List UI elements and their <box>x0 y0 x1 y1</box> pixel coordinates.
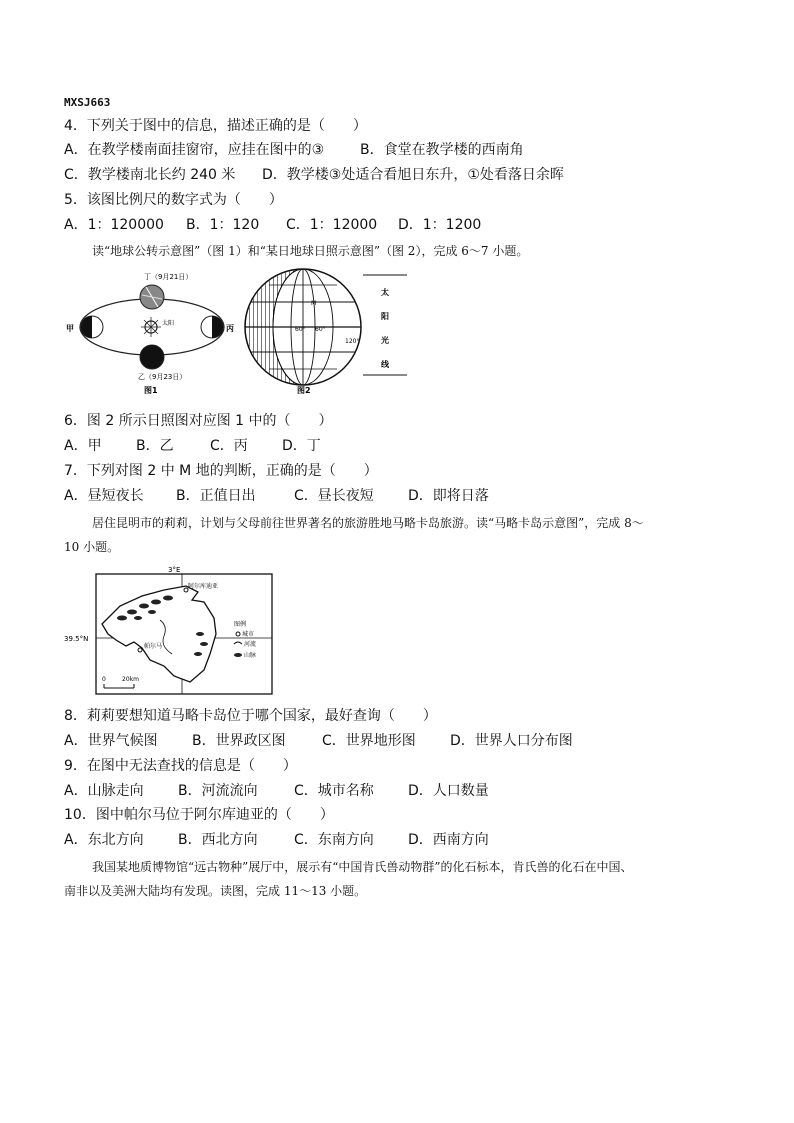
question-6-option-d: D．丁 <box>282 438 321 454</box>
legend-title: 图例 <box>234 621 247 628</box>
question-9-option-b: B．河流流向 <box>178 783 258 799</box>
question-6-stem: 6．图 2 所示日照图对应图 1 中的（ ） <box>64 413 333 429</box>
question-5-option-b: B．1：120 <box>186 217 260 233</box>
question-5-option-d: D．1：1200 <box>398 217 482 233</box>
figure-2-illumination <box>241 267 409 397</box>
legend-river-label: 河流 <box>244 641 257 648</box>
question-4-option-d: D．教学楼③处适合看旭日东升，①处看落日余晖 <box>262 167 564 183</box>
intro-questions-11-13-line1: 我国某地质博物馆“远古物种”展厅中，展示有“中国肯氏兽动物群”的化石标本，肯氏兽的化石在中国、 <box>92 860 633 874</box>
intro-questions-8-10-line2: 10 小题。 <box>64 540 120 554</box>
earth-ding-label: 丁（9月21日） <box>144 273 193 281</box>
question-10-options <box>64 831 489 849</box>
figure-1-earth-revolution <box>62 267 238 397</box>
question-7-options <box>64 487 489 505</box>
earth-ding-icon <box>140 285 164 309</box>
earth-bing-label: 丙 <box>226 324 234 333</box>
question-5-options <box>64 216 482 234</box>
sun-label: 太阳 <box>162 320 175 327</box>
question-7-option-c: C．昼长夜短 <box>294 488 374 504</box>
question-8-options <box>64 732 573 750</box>
question-10-option-a: A．东北方向 <box>64 832 144 848</box>
question-5-stem: 5．该图比例尺的数字式为（ ） <box>64 192 283 208</box>
longitude-label: 3°E <box>168 566 181 574</box>
question-4-options-row1 <box>64 141 524 159</box>
question-6-option-a: A．甲 <box>64 438 102 454</box>
question-10-option-d: D．西南方向 <box>408 832 489 848</box>
question-8-option-d: D．世界人口分布图 <box>450 733 573 749</box>
question-10-option-b: B．西北方向 <box>178 832 258 848</box>
sunlight-char-4: 线 <box>381 360 389 369</box>
question-4-stem: 4．下列关于图中的信息，描述正确的是（ ） <box>64 118 367 134</box>
point-m-label: M <box>311 300 317 307</box>
question-10-option-c: C．东南方向 <box>294 832 374 848</box>
question-6-options <box>64 437 321 455</box>
question-7-option-b: B．正值日出 <box>176 488 256 504</box>
question-6-option-c: C．丙 <box>210 438 248 454</box>
question-6-option-b: B．乙 <box>136 438 174 454</box>
sunlight-char-1: 太 <box>381 288 389 297</box>
lon-label: 120° <box>345 338 360 345</box>
earth-bing-icon <box>201 316 223 338</box>
city-palma-marker <box>138 648 142 652</box>
earth-yi-label: 乙（9月23日） <box>138 373 187 381</box>
question-7-option-a: A．昼短夜长 <box>64 488 144 504</box>
question-10-stem: 10．图中帕尔马位于阿尔库迪亚的（ ） <box>64 807 334 823</box>
question-4-options-row2 <box>64 166 564 184</box>
earth-jia-icon <box>81 316 103 338</box>
mallorca-map <box>64 562 274 698</box>
question-9-options <box>64 782 489 800</box>
scale-zero-label: 0 <box>102 676 106 683</box>
question-5-option-a: A．1：120000 <box>64 217 164 233</box>
legend-mountain-icon <box>234 653 242 657</box>
legend-mountain-label: 山脉 <box>244 652 257 659</box>
intro-questions-11-13-line2: 南非以及美洲大陆均有发现。读图，完成 11～13 小题。 <box>64 884 367 898</box>
legend-city-icon <box>236 632 240 636</box>
question-4-option-b: B．食堂在教学楼的西南角 <box>360 142 524 158</box>
sunlight-char-2: 阳 <box>381 312 389 321</box>
figure-2-caption: 图2 <box>297 386 311 395</box>
sunlight-char-3: 光 <box>381 336 389 345</box>
question-8-option-c: C．世界地形图 <box>322 733 416 749</box>
question-9-option-c: C．城市名称 <box>294 783 374 799</box>
question-9-stem: 9．在图中无法查找的信息是（ ） <box>64 758 297 774</box>
document-code: MXSJ663 <box>64 96 111 109</box>
earth-yi-icon <box>140 345 164 369</box>
latitude-label: 39.5°N <box>64 635 89 643</box>
legend-city-label: 城市 <box>242 631 255 638</box>
question-8-option-b: B．世界政区图 <box>192 733 286 749</box>
lat-label-1: 60° <box>295 326 306 333</box>
scale-length-label: 20km <box>122 676 139 683</box>
earth-jia-label: 甲 <box>66 324 74 333</box>
intro-questions-6-7: 读“地球公转示意图”（图 1）和“某日地球日照示意图”（图 2），完成 6～7 小题。 <box>92 244 529 258</box>
question-4-option-c: C．教学楼南北长约 240 米 <box>64 167 236 183</box>
city-alcudia-label: 阿尔库迪亚 <box>188 583 219 590</box>
intro-questions-8-10-line1: 居住昆明市的莉莉，计划与父母前往世界著名的旅游胜地马略卡岛旅游。读“马略卡岛示意图”，完成 8～ <box>92 516 644 530</box>
lat-label-2: 60° <box>315 326 326 333</box>
figure-1-caption: 图1 <box>144 386 158 395</box>
question-7-stem: 7．下列对图 2 中 M 地的判断，正确的是（ ） <box>64 463 378 479</box>
question-4-option-a: A．在教学楼南面挂窗帘，应挂在图中的③ <box>64 142 325 158</box>
question-8-stem: 8．莉莉要想知道马略卡岛位于哪个国家，最好查询（ ） <box>64 708 437 724</box>
question-5-option-c: C．1：12000 <box>286 217 378 233</box>
question-9-option-d: D．人口数量 <box>408 783 489 799</box>
city-palma-label: 帕尔马 <box>144 643 163 650</box>
sun-icon <box>141 317 161 337</box>
question-7-option-d: D．即将日落 <box>408 488 489 504</box>
question-9-option-a: A．山脉走向 <box>64 783 144 799</box>
question-8-option-a: A．世界气候图 <box>64 733 158 749</box>
